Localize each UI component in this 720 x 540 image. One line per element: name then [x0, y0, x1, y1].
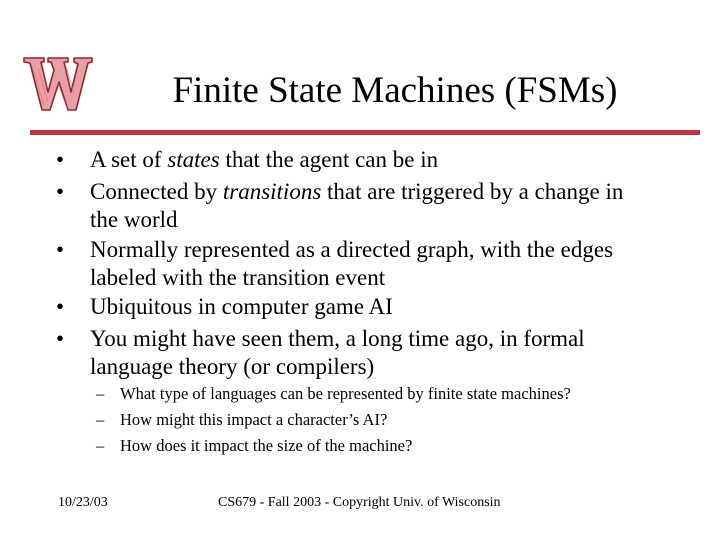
- bullet-text: Normally represented as a directed graph, with the edges: [90, 237, 614, 262]
- bullet-text: the world: [90, 207, 178, 232]
- bullet-line: [90, 264, 690, 292]
- bullet-marker: •: [56, 147, 65, 172]
- bullet-line: [90, 325, 690, 353]
- bullet-item: [56, 146, 690, 174]
- bullet-marker: •: [56, 179, 65, 204]
- bullet-text: that the agent can be in: [219, 147, 439, 172]
- bullet-line: [90, 146, 690, 174]
- bullet-text: Connected by: [90, 179, 223, 204]
- bullet-marker: •: [56, 294, 65, 319]
- bullet-item: [56, 325, 690, 381]
- bullet-marker: •: [56, 326, 65, 351]
- emphasized-term: states: [167, 147, 220, 172]
- title-divider-rule: [30, 130, 700, 135]
- emphasized-term: transitions: [222, 179, 322, 204]
- footer-copyright: CS679 - Fall 2003 - Copyright Univ. of Wisconsin: [218, 495, 501, 510]
- bullet-text: You might have seen them, a long time ago, in formal: [90, 326, 585, 351]
- bullet-text: A set of: [90, 147, 168, 172]
- sub-bullet-marker: –: [96, 436, 105, 455]
- sub-bullet-text: How does it impact the size of the machine?: [120, 436, 413, 455]
- bullet-line: [90, 206, 690, 234]
- sub-bullet-marker: –: [96, 410, 105, 429]
- bullet-line: [90, 236, 690, 264]
- sub-bullet-item: [96, 381, 700, 407]
- bullet-marker: •: [56, 237, 65, 262]
- logo-w-shape: [24, 58, 92, 110]
- bullet-text: language theory (or compilers): [90, 354, 375, 379]
- bullet-text: Ubiquitous in computer game AI: [90, 294, 393, 319]
- bullet-item: [56, 293, 690, 321]
- wisconsin-w-logo-icon: [18, 48, 96, 120]
- bullet-item: [56, 236, 690, 292]
- sub-bullet-marker: –: [96, 384, 105, 403]
- bullet-line: [90, 353, 690, 381]
- sub-bullet-item: [96, 433, 700, 459]
- footer-date: 10/23/03: [58, 495, 108, 510]
- sub-bullet-text: What type of languages can be represented by finite state machines?: [120, 384, 571, 403]
- bullet-line: [90, 178, 690, 206]
- bullet-item: [56, 178, 690, 234]
- sub-bullet-text: How might this impact a character’s AI?: [120, 410, 388, 429]
- bullet-text: that are triggered by a change in: [321, 179, 624, 204]
- bullet-text: labeled with the transition event: [90, 265, 386, 290]
- slide-title: Finite State Machines (FSMs): [172, 70, 618, 111]
- bullet-line: [90, 293, 690, 321]
- sub-bullet-item: [96, 407, 700, 433]
